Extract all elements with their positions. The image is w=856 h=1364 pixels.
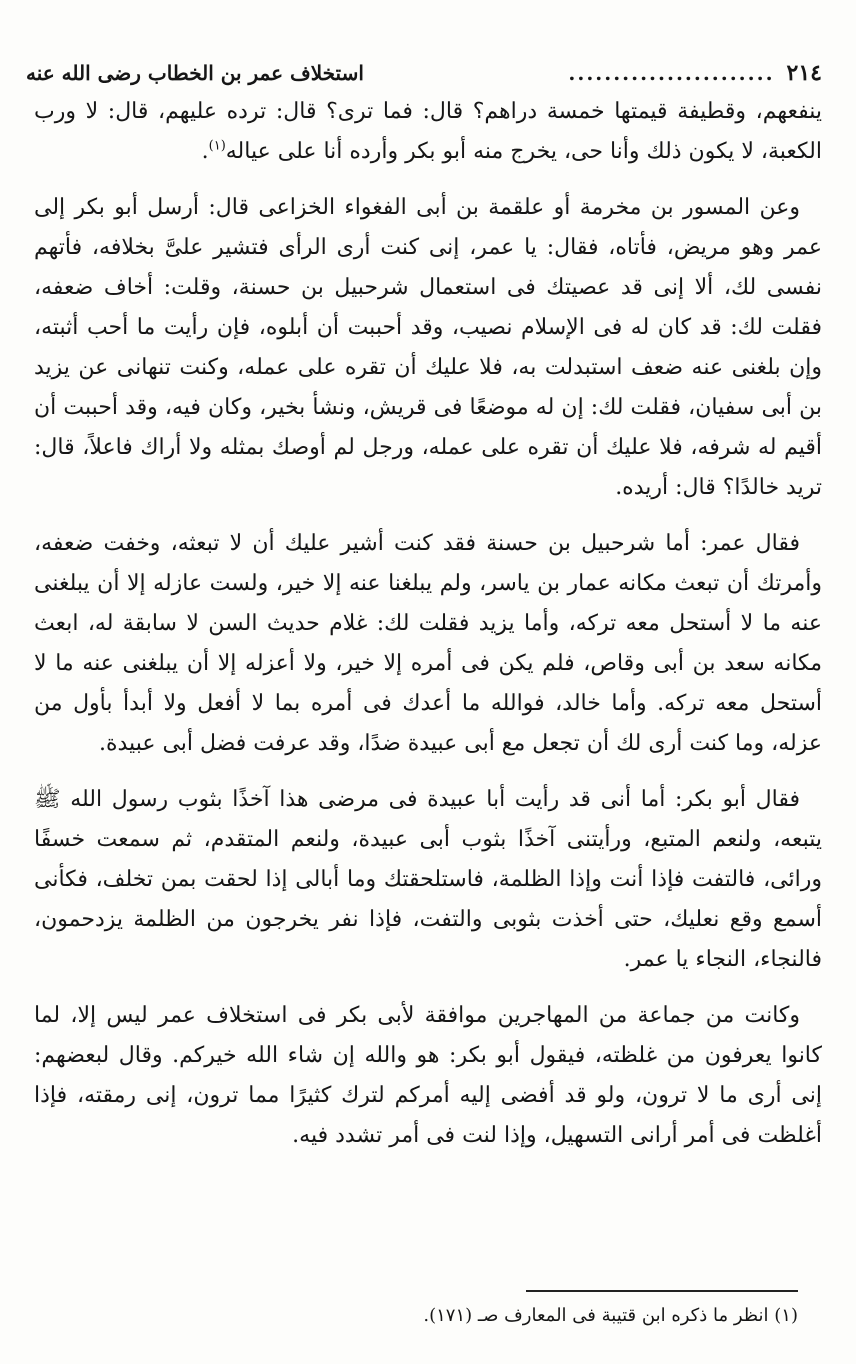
paragraph-text: وعن المسور بن مخرمة أو علقمة بن أبى الفغواء الخزاعى قال: أرسل أبو بكر إلى عمر وهو مريض، فأتاه، فقال: يا عمر، إنى كنت أرى الرأى فتشير علىَّ بخلافه، فأتهم نفسى لك، ألا إنى قد عصيتك فى استعمال شرحبيل بن حسنة، وقلت: أخاف ضعفه، فقلت لك: قد كان له فى الإسلام نصيب، وقد أحببت أن أبلوه، فإن رأيت ما أحب أثبته، وإن بلغنى عنه ضعف استبدلت به، فلا عليك أن تقره على عمله، وكنت تنهانى عن يزيد بن أبى سفيان، فقلت لك: إن له موضعًا فى قريش، ونشأ بخير، وكان فيه، وقد أحببت أن أقيم له شرفه، فلا عليك أن تقره على عمله، ورجل لم أوصك بمثله ولا أراك فاعلاً، قال: تريد خالدًا؟ قال: أريده. xyxy=(34,195,822,500)
paragraph xyxy=(34,188,822,508)
paragraph-text: وكانت من جماعة من المهاجرين موافقة لأبى بكر فى استخلاف عمر ليس إلا، لما كانوا يعرفون من غلظته، فيقول أبو بكر: هو والله إن شاء الله خيركم. وقال لبعضهم: إنى أرى ما لا ترون، ولو قد أفضى إليه أمركم لترك كثيرًا مما ترون، إنى رمقته، فإذا أغلظت فى أمر أرانى التسهيل، وإذا لنت فى أمر تشدد فيه. xyxy=(34,1003,822,1148)
paragraph-text: فقال أبو بكر: أما أنى قد رأيت أبا عبيدة فى مرضى هذا آخذًا بثوب رسول الله ﷺ يتبعه، ولنعم المتبع، ورأيتنى آخذًا بثوب أبى عبيدة، ولنعم المتقدم، ثم سمعت خسفًا ورائى، فالتفت فإذا أنت وإذا الظلمة، فاستلحقتك وما أبالى إذا لحقت بمن تخلف، فكأنى أسمع وقع نعليك، حتى أخذت بثوبى والتفت، فإذا نفر يخرجون من الظلمة يزدحمون، فالنجاء، النجاء يا عمر. xyxy=(34,787,822,972)
paragraph xyxy=(34,996,822,1156)
running-header xyxy=(26,56,822,90)
main-text xyxy=(34,92,822,1172)
paragraph-text: فقال عمر: أما شرحبيل بن حسنة فقد كنت أشير عليك أن لا تبعثه، وخفت ضعفه، وأمرتك أن تبعث مكانه عمار بن ياسر، ولم يبلغنا عنه إلا خير، ولست عازله إلا أن يبلغنى عنه ما لا أستحل معه تركه، وأما يزيد فقلت لك: غلام حديث السن لا سابقة له، ابعث مكانه سعد بن أبى وقاص، فلم يكن فى أمره إلا خير، ولا أعزله إلا أن يبلغنى عنه ما لا أستحل معه تركه. وأما خالد، فوالله ما أعدك فى أمره بما لا أفعل ولا أبدأ بأول من عزله، وما كنت أرى لك أن تجعل مع أبى عبيدة ضدًا، وقد عرفت فضل أبى عبيدة. xyxy=(34,531,822,756)
footnote-divider xyxy=(526,1290,798,1292)
footnote-reference: (١) xyxy=(208,138,226,154)
page-number: ٢١٤ xyxy=(786,60,822,86)
paragraph-text: ينفعهم، وقطيفة قيمتها خمسة دراهم؟ قال: فما ترى؟ قال: ترده عليهم، قال: لا ورب الكعبة، لا يكون ذلك وأنا حى، يخرج منه أبو بكر وأرده أنا على عياله xyxy=(34,99,822,164)
header-leader-dots: ....................... xyxy=(568,61,775,85)
paragraph-end: . xyxy=(201,139,209,164)
paragraph xyxy=(34,524,822,764)
footnote: (١) انظر ما ذكره ابن قتيبة فى المعارف صـ (١٧١). xyxy=(423,1305,798,1326)
paragraph xyxy=(34,780,822,980)
paragraph xyxy=(34,92,822,172)
chapter-title: استخلاف عمر بن الخطاب رضى الله عنه xyxy=(26,61,364,85)
